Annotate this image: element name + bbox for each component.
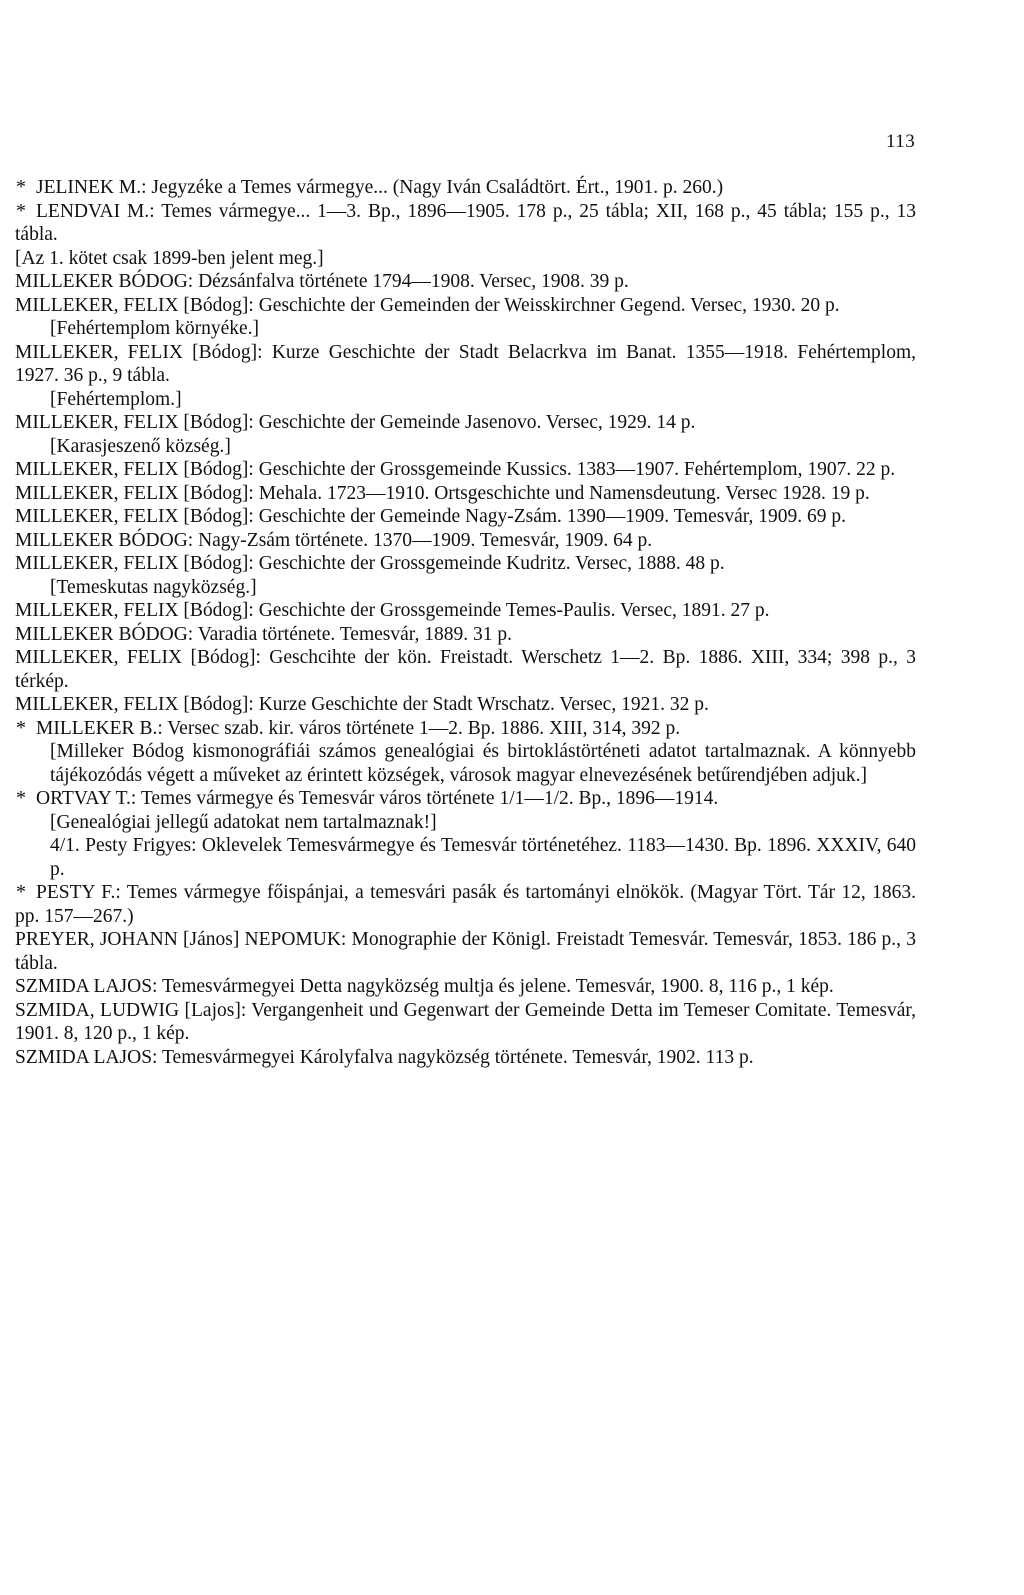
entry-text: MILLEKER, FELIX [Bódog]: Geschichte der Gemeinde Jasenovo. Versec, 1929. 14 p.: [15, 412, 696, 433]
bibliography-entry: [0, 505, 916, 529]
bibliography-list: [0, 176, 1024, 1069]
note-text: [Milleker Bódog kismonográfiái számos genealógiai és birtoklástörténeti adatot tartalmaznak. A könnyebb tájékozódás végett a műveket az érintett községek, városok magyar elnevezésének betűrendjében adjuk.]: [50, 741, 916, 786]
bibliography-entry: [0, 552, 916, 576]
note-text: [Karasjeszenő község.]: [50, 435, 231, 457]
note-text: [Genealógiai jellegű adatokat nem tartalmaznak!]: [50, 811, 437, 833]
bibliography-entry: [0, 881, 916, 928]
bibliography-entry: [0, 200, 916, 247]
entry-text: MILLEKER BÓDOG: Varadia története. Temesvár, 1889. 31 p.: [15, 623, 512, 645]
entry-text: MILLEKER, FELIX [Bódog]: Mehala. 1723—1910. Ortsgeschichte und Namensdeutung. Versec 1928. 19 p.: [15, 482, 870, 504]
bibliography-note: [0, 317, 916, 341]
asterisk-marker: *: [16, 787, 26, 809]
bibliography-note: [0, 834, 916, 881]
note-text: [Fehértemplom környéke.]: [50, 318, 260, 339]
bibliography-note: [0, 740, 916, 787]
bibliography-entry: [0, 176, 916, 200]
bibliography-entry: [0, 294, 916, 318]
bibliography-entry: [0, 599, 916, 623]
bibliography-entry: [0, 646, 916, 693]
entry-text: LENDVAI M.: Temes vármegye... 1—3. Bp., 1896—1905. 178 p., 25 tábla; XII, 168 p., 45 tábla; 155 p., 13 tábla.: [15, 200, 916, 245]
bibliography-note: [0, 388, 916, 412]
bibliography-note: [0, 811, 916, 835]
entry-text: SZMIDA, LUDWIG [Lajos]: Vergangenheit und Gegenwart der Gemeinde Detta im Temeser Comitate. Temesvár, 1901. 8, 120 p., 1 kép.: [15, 999, 916, 1044]
bibliography-entry: [0, 975, 916, 999]
asterisk-marker: *: [16, 881, 26, 903]
bibliography-entry: [0, 341, 916, 388]
entry-text: MILLEKER, FELIX [Bódog]: Geschcihte der kön. Freistadt. Werschetz 1—2. Bp. 1886. XIII, 334; 398 p., 3 térkép.: [15, 647, 916, 692]
bibliography-entry: [0, 458, 916, 482]
asterisk-marker: *: [16, 176, 26, 198]
entry-text: MILLEKER, FELIX [Bódog]: Kurze Geschichte der Stadt Wrschatz. Versec, 1921. 32 p.: [15, 694, 709, 715]
entry-text: MILLEKER, FELIX [Bódog]: Kurze Geschichte der Stadt Belacrkva im Banat. 1355—1918. Fehértemplom, 1927. 36 p., 9 tábla.: [15, 341, 916, 386]
entry-text: MILLEKER BÓDOG: Nagy-Zsám története. 1370—1909. Temesvár, 1909. 64 p.: [15, 529, 653, 551]
bibliography-entry: [0, 270, 916, 294]
bibliography-entry: [0, 999, 916, 1046]
bibliography-entry: [0, 928, 916, 975]
entry-text: PESTY F.: Temes vármegye főispánjai, a temesvári pasák és tartományi elnökök. (Magyar Tört. Tár 12, 1863. pp. 157—267.): [15, 882, 916, 927]
entry-text: MILLEKER, FELIX [Bódog]: Geschichte der Grossgemeinde Kudritz. Versec, 1888. 48 p.: [15, 553, 725, 574]
asterisk-marker: *: [16, 199, 26, 222]
bibliography-note: [0, 576, 916, 600]
entry-text: MILLEKER, FELIX [Bódog]: Geschichte der Grossgemeinde Temes-Paulis. Versec, 1891. 27 p.: [15, 600, 770, 621]
entry-text: SZMIDA LAJOS: Temesvármegyei Detta nagyközség multja és jelene. Temesvár, 1900. 8, 116 p., 1 kép.: [15, 976, 834, 997]
bibliography-entry: [0, 717, 916, 741]
note-text: [Temeskutas nagyközség.]: [50, 576, 257, 598]
page-number: 113: [886, 131, 916, 152]
entry-text: MILLEKER, FELIX [Bódog]: Geschichte der Grossgemeinde Kussics. 1383—1907. Fehértemplom, 1907. 22 p.: [15, 459, 896, 480]
entry-text: PREYER, JOHANN [János] NEPOMUK: Monographie der Königl. Freistadt Temesvár. Temesvár, 1853. 186 p., 3 tábla.: [15, 929, 916, 974]
bibliography-entry: [0, 529, 916, 553]
asterisk-marker: *: [16, 716, 26, 739]
entry-text: MILLEKER, FELIX [Bódog]: Geschichte der Gemeinden der Weisskirchner Gegend. Versec, 1930. 20 p.: [15, 294, 840, 316]
entry-text: MILLEKER B.: Versec szab. kir. város története 1—2. Bp. 1886. XIII, 314, 392 p.: [36, 717, 681, 739]
bibliography-entry: [0, 623, 916, 647]
bibliography-entry: [0, 411, 916, 435]
bibliography-entry: [0, 787, 916, 811]
entry-text: JELINEK M.: Jegyzéke a Temes vármegye... (Nagy Iván Családtört. Ért., 1901. p. 260.): [36, 177, 724, 198]
bibliography-entry: [0, 247, 916, 271]
bibliography-entry: [0, 1046, 916, 1070]
bibliography-entry: [0, 482, 916, 506]
entry-text: [Az 1. kötet csak 1899-ben jelent meg.]: [15, 247, 324, 269]
bibliography-note: [0, 435, 916, 459]
entry-text: MILLEKER BÓDOG: Dézsánfalva története 1794—1908. Versec, 1908. 39 p.: [15, 271, 629, 292]
bibliography-entry: [0, 693, 916, 717]
entry-text: ORTVAY T.: Temes vármegye és Temesvár város története 1/1—1/2. Bp., 1896—1914.: [36, 788, 719, 809]
entry-text: SZMIDA LAJOS: Temesvármegyei Károlyfalva nagyközség története. Temesvár, 1902. 113 p.: [15, 1046, 754, 1068]
note-text: [Fehértemplom.]: [50, 388, 182, 410]
note-text: 4/1. Pesty Frigyes: Oklevelek Temesvármegye és Temesvár történetéhez. 1183—1430. Bp. 1896. XXXIV, 640 p.: [50, 835, 916, 880]
entry-text: MILLEKER, FELIX [Bódog]: Geschichte der Gemeinde Nagy-Zsám. 1390—1909. Temesvár, 1909. 69 p.: [15, 506, 846, 527]
